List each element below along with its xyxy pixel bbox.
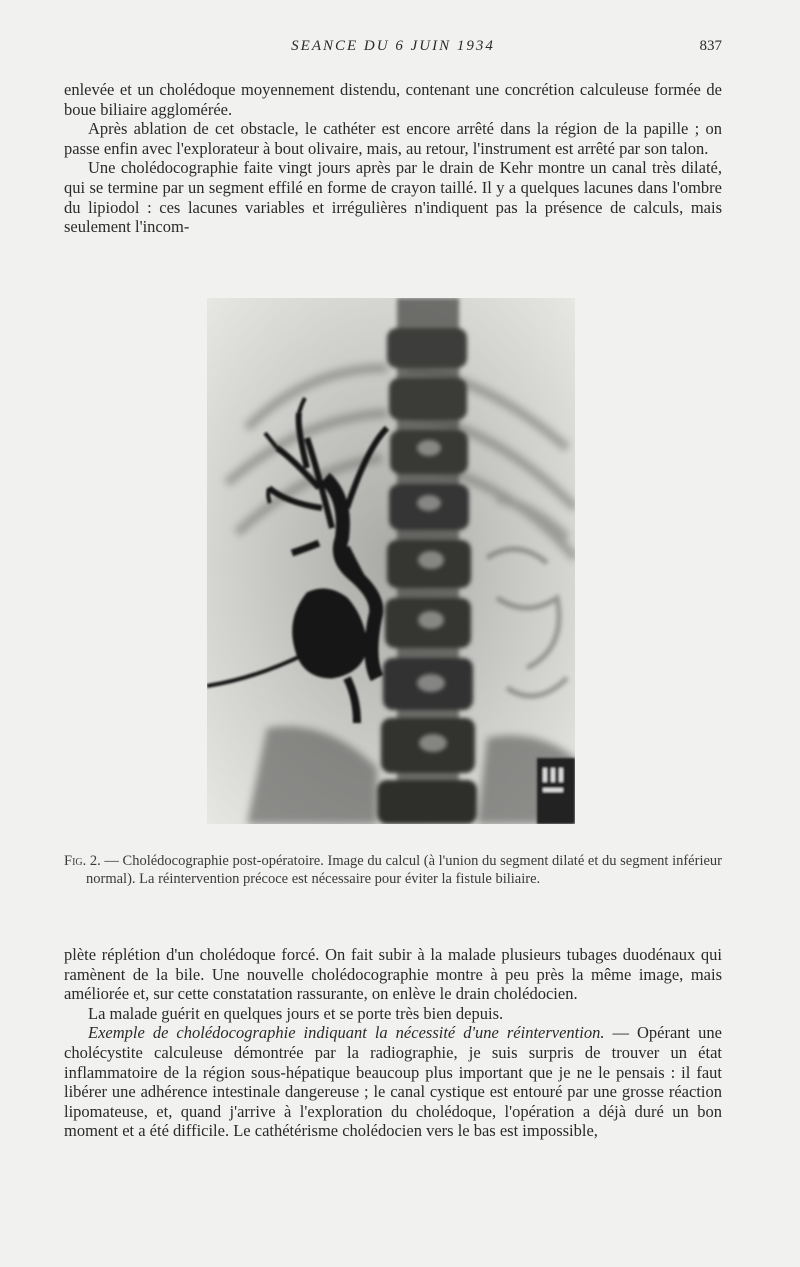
top-text-block <box>64 80 722 237</box>
page-number: 837 <box>699 38 722 54</box>
paragraph-recovery: La malade guérit en quelques jours et se porte très bien depuis. <box>88 1003 504 1023</box>
paragraph-catheter: Après ablation de cet obstacle, le cathéter est encore arrêté dans la région de la papille ; on passe enfin avec l'explorateur à bout olivaire, mais, au retour, l'instrument est arrêté par son talon. <box>64 119 722 158</box>
radiograph-figure <box>207 298 575 824</box>
radiograph-image <box>207 298 575 824</box>
paragraph-repletion: plète réplétion d'un cholédoque forcé. On fait subir à la malade plusieurs tubages duodénaux qui ramènent de la bile. Une nouvelle cholédocographie montre à peu près la même image, mais améliorée et, sur cette constatation rassurante, on enlève le drain cholédocien. <box>64 945 722 1004</box>
paragraph-cholangiography: Une cholédocographie faite vingt jours après par le drain de Kehr montre un canal très dilaté, qui se termine par un segment effilé en forme de crayon taillé. Il y a quelques lacunes dans l'ombre du lipiodol : ces lacunes variables et irrégulières n'indiquent pas la présence de calculs, mais seulement l'incom- <box>64 158 722 237</box>
bottom-text-block <box>64 945 722 1141</box>
running-header <box>64 38 722 60</box>
figure-label: Fig. 2. <box>64 853 101 869</box>
film-marker <box>537 758 575 824</box>
example-text: — Opérant une cholécystite calculeuse démontrée par la radiographie, je suis surpris de trouver un état inflammatoire de la région sous-hépatique beaucoup plus important que je ne le pensais : il faut libérer une adhérence intestinale dangereuse ; le canal cystique est entouré par une grosse réaction lipomateuse, et, quand j'arrive à l'exploration du cholédoque, l'opération a déjà duré un bon moment et a été difficile. Le cathétérisme cholédocien vers le bas est impossible, <box>64 1023 722 1141</box>
figure-caption <box>64 853 722 888</box>
paragraph-continuation: enlevée et un cholédoque moyennement distendu, contenant une concrétion calculeuse formée de boue biliaire agglomérée. <box>64 80 722 119</box>
paragraph-example <box>64 1023 722 1141</box>
header-title: SEANCE DU 6 JUIN 1934 <box>291 38 495 54</box>
example-heading: Exemple de cholédocographie indiquant la nécessité d'une réintervention. <box>88 1023 605 1043</box>
figure-caption-text: — Cholédocographie post-opératoire. Image du calcul (à l'union du segment dilaté et du segment inférieur normal). La réintervention précoce est nécessaire pour éviter la fistule biliaire. <box>86 853 722 887</box>
